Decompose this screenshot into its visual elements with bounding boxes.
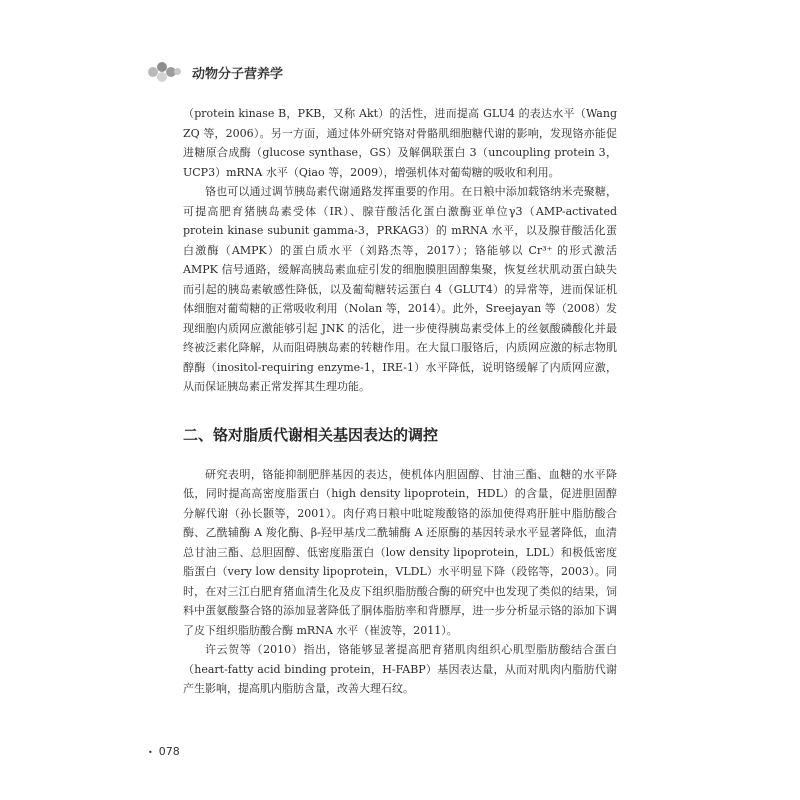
hexagon-logo-icon [148, 61, 182, 83]
section-heading: 二、铬对脂质代谢相关基因表达的调控 [183, 425, 439, 444]
page-number: 078 [158, 745, 180, 758]
paragraph-insulin-pathway: 铬也可以通过调节胰岛素代谢通路发挥重要的作用。在日粮中添加载铬纳米壳聚糖，可提高肥育猪胰岛素受体（IR）、腺苷酸活化蛋白激酶亚单位γ3（AMP-activated protein kinase subunit gamma-3，PRKAG3）的 mRNA 水平，以及腺苷酸活化蛋白激酶（AMPK）的蛋白质水平（刘路杰等，2017）；铬能够以 Cr³⁺ 的形式激活 AMPK 信号通路，缓解高胰岛素血症引发的细胞膜胆固醇集聚，恢复丝状肌动蛋白缺失而引起的胰岛素敏感性降低，以及葡萄糖转运蛋白 4（GLUT4）的异常等，进而保证机体细胞对葡萄糖的正常吸收利用（Nolan 等，2014）。此外，Sreejayan 等（2008）发现细胞内质网应激能够引起 JNK 的活化，进一步使得胰岛素受体上的丝氨酸磷酸化并最终被泛素化降解，从而阻碍胰岛素的转糖作用。在大鼠口服铬后，内质网应激的标志物肌醇酶（inositol-requiring enzyme-1，IRE-1）水平降低，说明铬缓解了内质网应激，从而保证胰岛素正常发挥其生理功能。 [183, 185, 617, 393]
running-header [148, 60, 283, 84]
page-footer [148, 745, 180, 758]
bullet-icon: • [148, 747, 153, 757]
book-title: 动物分子营养学 [192, 66, 284, 82]
paragraph-lipid-metabolism: 研究表明，铬能抑制肥胖基因的表达，使机体内胆固醇、甘油三酯、血糖的水平降低，同时提高高密度脂蛋白（high density lipoprotein，HDL）的含量，促进胆固醇分解代谢（孙长颢等，2001）。肉仔鸡日粮中吡啶羧酸铬的添加使得鸡肝脏中脂肪酸合酶、乙酰辅酶 A 羧化酶、β-羟甲基戊二酰辅酶 A 还原酶的基因转录水平显著降低，血清总甘油三酯、总胆固醇、低密度脂蛋白（low density lipoprotein，LDL）和极低密度脂蛋白（very low density lipoprotein，VLDL）水平明显下降（段铭等，2003）。同时，在对三江白肥育猪血清生化及皮下组织脂肪酸合酶的研究中也发现了类似的结果，饲料中蛋氨酸螯合铬的添加显著降低了胴体脂肪率和背膘厚，进一步分析显示铬的添加下调了皮下组织脂肪酸合酶 mRNA 水平（崔波等，2011）。 [183, 467, 617, 637]
page-body [183, 104, 617, 699]
paragraph-continued: （protein kinase B，PKB，又称 Akt）的活性，进而提高 GLU4 的表达水平（Wang ZQ 等，2006）。另一方面，通过体外研究铬对骨骼肌细胞糖代谢的影响，发现铬亦能促进糖原合成酶（glucose synthase，GS）及解偶联蛋白 3（uncoupling protein 3，UCP3）mRNA 水平（Qiao 等，2009），增强机体对葡萄糖的吸收和利用。 [183, 107, 617, 179]
paragraph-h-fabp: 许云贺等（2010）指出，铬能够显著提高肥育猪肌肉组织心肌型脂肪酸结合蛋白（heart-fatty acid binding protein，H-FABP）基因表达量，从而对肌肉内脂肪代谢产生影响，提高肌内脂肪含量，改善大理石纹。 [183, 643, 617, 695]
